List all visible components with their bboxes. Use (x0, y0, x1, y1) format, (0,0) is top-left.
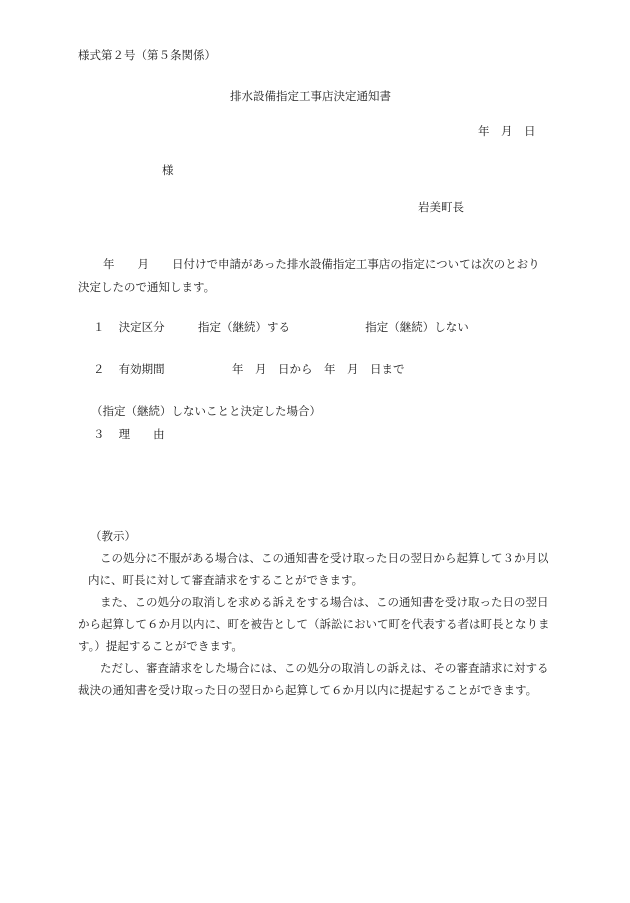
item-label: 理 由 (118, 427, 165, 441)
teaching-paragraph: この処分に不服がある場合は、この通知書を受け取った日の翌日から起算して３か月以内に、町長に対して審査請求をすることができます。 (88, 551, 549, 587)
body-text-line2: 決定したので通知します。 (78, 280, 216, 294)
item-reason (93, 429, 165, 441)
item-label: 決定区分 (118, 320, 165, 334)
item-decision-category (93, 322, 469, 334)
teaching-paragraph: また、この処分の取消しを求める訴えをする場合は、この通知書を受け取った日の翌日から起算して６か月以内に、町を被告として（訴訟において町を代表する者は町長となります。）提起することができます。 (78, 595, 550, 653)
body-text-line1: 年 月 日付けで申請があった排水設備指定工事店の指定については次のとおり (103, 257, 540, 271)
option-not-designate: 指定（継続）しない (365, 320, 469, 334)
teaching-section (78, 525, 554, 701)
item-number: ２ (93, 362, 105, 376)
option-designate: 指定（継続）する (197, 320, 290, 334)
form-number: 様式第２号（第５条関係） (78, 48, 216, 62)
item-valid-period (93, 364, 404, 376)
teaching-paragraph: ただし、審査請求をした場合には、この処分の取消しの訴えは、その審査請求に対する裁決の通知書を受け取った日の翌日から起算して６か月以内に提起することができます。 (78, 661, 549, 697)
item-label: 有効期間 (118, 362, 165, 376)
item-number: ３ (93, 427, 105, 441)
teaching-heading: （教示） (90, 529, 136, 543)
condition-note: （指定（継続）しないことと決定した場合） (91, 404, 321, 418)
addressee: 様 (162, 163, 174, 177)
item-number: １ (93, 320, 105, 334)
valid-period-value: 年 月 日から 年 月 日まで (231, 362, 405, 376)
date-line: 年 月 日 (478, 124, 536, 138)
document-title: 排水設備指定工事店決定通知書 (230, 89, 391, 103)
issuer: 岩美町長 (418, 200, 464, 214)
